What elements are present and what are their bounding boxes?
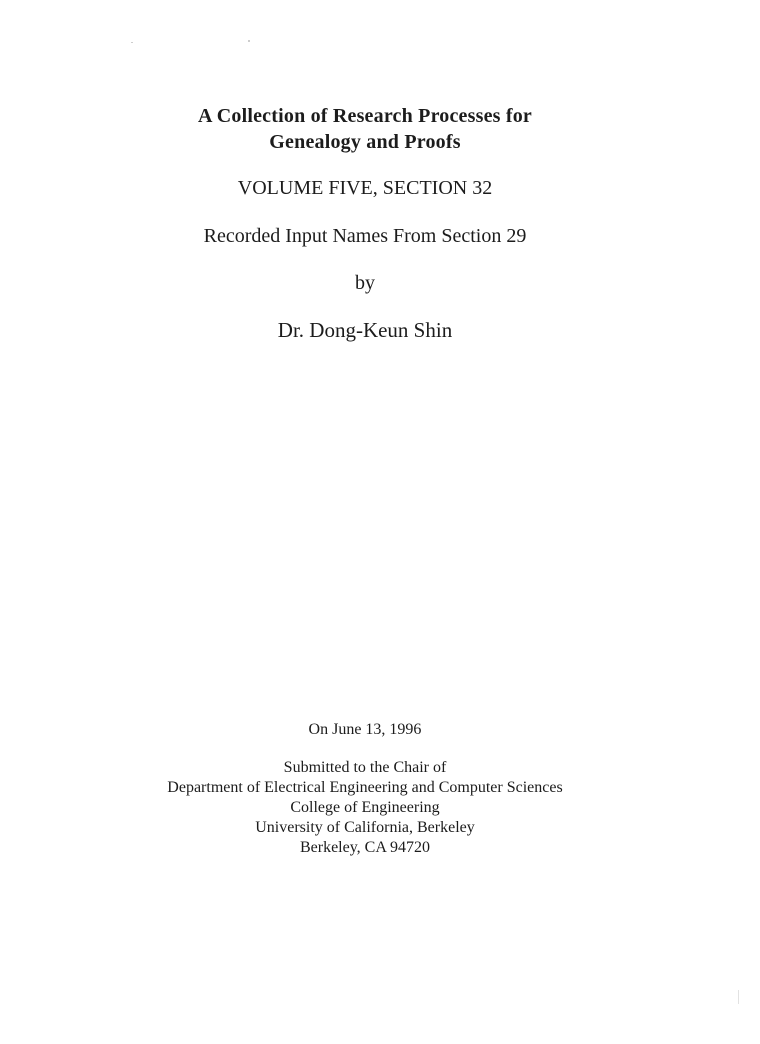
- submission-line-3: College of Engineering: [290, 799, 440, 816]
- scan-speck: [248, 40, 250, 42]
- subtitle: Recorded Input Names From Section 29: [203, 225, 527, 247]
- title-line-2: Genealogy and Proofs: [269, 131, 461, 153]
- scan-mark: [738, 990, 739, 1004]
- scan-speck: [131, 42, 133, 43]
- volume-heading: VOLUME FIVE, SECTION 32: [237, 177, 493, 199]
- by-line: by: [355, 272, 375, 294]
- title-line-1: A Collection of Research Processes for: [198, 105, 532, 127]
- submission-line-5: Berkeley, CA 94720: [299, 839, 431, 856]
- date-line: On June 13, 1996: [308, 721, 422, 738]
- submission-line-2: Department of Electrical Engineering and Computer Sciences: [167, 779, 563, 796]
- submission-line-4: University of California, Berkeley: [255, 819, 475, 836]
- author-name: Dr. Dong-Keun Shin: [277, 318, 453, 342]
- submission-line-1: Submitted to the Chair of: [283, 759, 447, 776]
